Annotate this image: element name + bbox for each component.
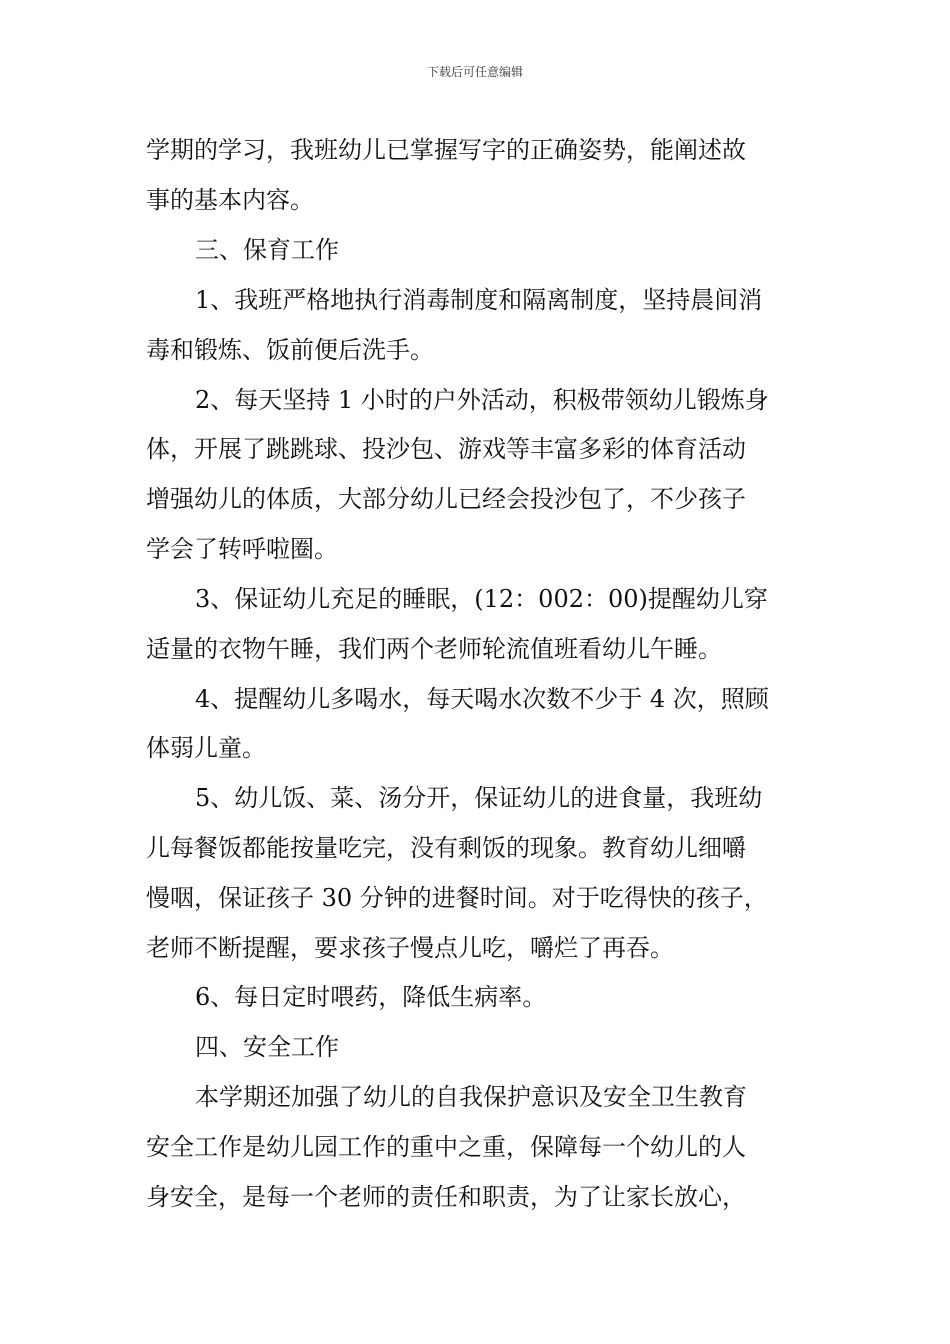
text-line: 慢咽，保证孩子 30 分钟的进餐时间。对于吃得快的孩子，: [146, 884, 768, 912]
text-line: 1、我班严格地执行消毒制度和隔离制度，坚持晨间消: [195, 286, 763, 314]
text-line: 增强幼儿的体质，大部分幼儿已经会投沙包了，不少孩子: [146, 485, 746, 513]
text-line: 3、保证幼儿充足的睡眠，(12：002：00)提醒幼儿穿: [195, 585, 768, 613]
text-line: 毒和锻炼、饭前便后洗手。: [146, 336, 434, 364]
text-line: 事的基本内容。: [146, 186, 314, 214]
text-line: 儿每餐饭都能按量吃完，没有剩饭的现象。教育幼儿细嚼: [146, 834, 746, 862]
text-line: 学期的学习，我班幼儿已掌握写字的正确姿势，能阐述故: [146, 136, 746, 164]
section-heading: 三、保育工作: [195, 236, 339, 264]
text-line: 5、幼儿饭、菜、汤分开，保证幼儿的进食量，我班幼: [195, 784, 763, 812]
text-line: 学会了转呼啦圈。: [146, 535, 338, 563]
text-line: 体，开展了跳跳球、投沙包、游戏等丰富多彩的体育活动: [146, 435, 746, 463]
text-line: 体弱儿童。: [146, 734, 266, 762]
text-line: 本学期还加强了幼儿的自我保护意识及安全卫生教育: [195, 1083, 747, 1111]
page-header: 下载后可任意编辑: [426, 65, 523, 79]
text-line: 6、每日定时喂药，降低生病率。: [195, 983, 547, 1011]
section-heading: 四、安全工作: [195, 1033, 339, 1061]
text-line: 老师不断提醒，要求孩子慢点儿吃，嚼烂了再吞。: [146, 934, 674, 962]
text-line: 2、每天坚持 1 小时的户外活动，积极带领幼儿锻炼身: [195, 386, 769, 414]
text-line: 身安全，是每一个老师的责任和职责，为了让家长放心，: [146, 1183, 746, 1211]
text-line: 安全工作是幼儿园工作的重中之重，保障每一个幼儿的人: [146, 1133, 746, 1161]
text-line: 4、提醒幼儿多喝水，每天喝水次数不少于 4 次，照顾: [195, 685, 769, 713]
text-line: 适量的衣物午睡，我们两个老师轮流值班看幼儿午睡。: [146, 635, 722, 663]
